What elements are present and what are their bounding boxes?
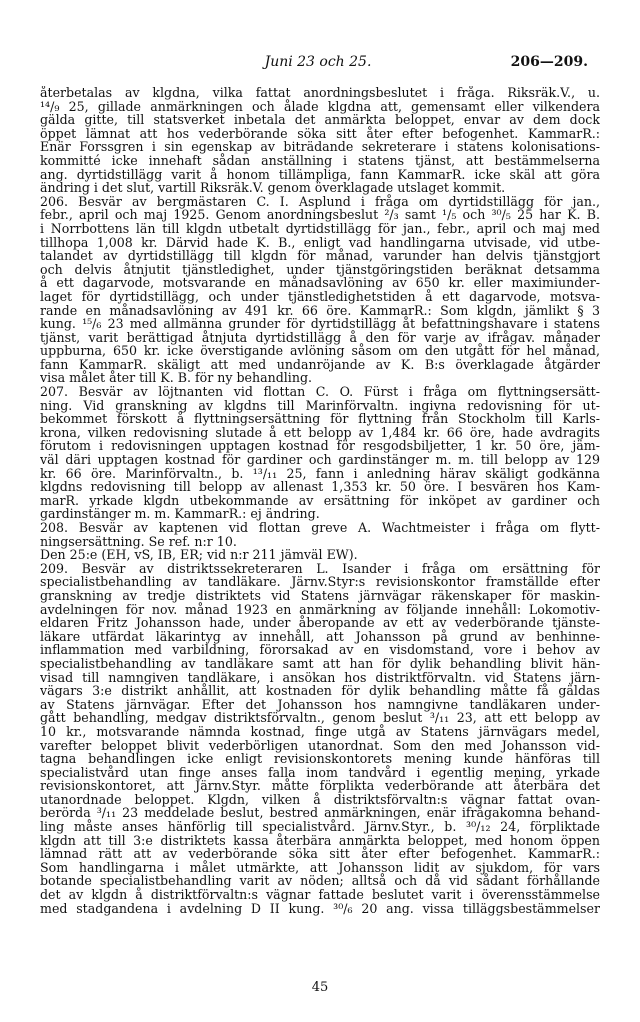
text-line: i Norrbottens län till klgdn utbetalt dyrtidstillägg för jan., febr., april och maj med: [40, 220, 600, 236]
text-line: revisionskontoret, att Järnv.Styr. måtte förplikta vederbörande att återbära det: [40, 778, 600, 794]
text-line: utanordnade beloppet. Klgdn, vilken å distriktsförvaltn:s vägnar fattat ovan-: [40, 791, 600, 807]
text-line: fann KammarR. skäligt att med undanröjande av K. B:s överklagade åtgärder: [40, 356, 600, 372]
text-line: å ett dagarvode, motsvarande en månadsavlöning av 650 kr. eller maximiunder-: [40, 275, 600, 291]
text-line: avdelningen för nov. månad 1923 en anmärkning av följande innehåll: Lokomotiv-: [40, 601, 600, 617]
text-line: talandet av dyrtidstillägg till klgdn för månad, varunder han delvis tjänstgjort: [40, 248, 600, 264]
text-line: öppet lämnat att hos vederbörande söka sitt åter efter befogenhet. KammarR.:: [40, 125, 600, 141]
text-line: inflammation med varbildning, förorsakad av en visdomstand, vore i behov av: [40, 642, 600, 658]
body-text: [40, 86, 600, 956]
text-line: specialistbehandling av tandläkare samt att han för dylik behandling blivit hän-: [40, 655, 600, 671]
running-head: Juni 23 och 25.: [264, 54, 372, 70]
text-line: visa målet åter till K. B. för ny behandling.: [40, 370, 313, 386]
text-line: granskning av tredje distriktets vid Statens järnvägar räkenskaper för maskin-: [40, 587, 600, 603]
text-line: krona, vilken redovisning slutade å ett belopp av 1,484 kr. 66 öre, hade avdragits: [40, 424, 600, 440]
text-line: tillhopa 1,008 kr. Därvid hade K. B., enligt vad handlingarna utvisade, vid utbe-: [40, 234, 600, 250]
text-line: väl däri upptagen kostnad för gardiner och gardinstänger m. m. till belopp av 129: [40, 452, 600, 468]
text-line: uppburna, 650 kr. icke överstigande avlöning såsom om den utgått för hel månad,: [40, 343, 600, 359]
text-line: specialistvård utan finge anses falla inom tandvård i egentlig mening, yrkade: [40, 764, 600, 780]
text-line: tagna behandlingen icke enligt revisionskontorets mening kunde hänföras till: [40, 751, 600, 767]
text-line: rande en månadsavlöning av 491 kr. 66 öre. KammarR.: Som klgdn, jämlikt § 3: [40, 302, 600, 318]
text-line: och delvis åtnjutit tjänstledighet, under tjänstgöringstiden beräknat detsamma: [40, 261, 600, 277]
text-line: läkare utfärdat läkarintyg av innehåll, att Johansson på grund av benhinne-: [40, 628, 600, 644]
text-line: 207. Besvär av löjtnanten vid flottan C. O. Fürst i fråga om flyttningsersätt-: [40, 384, 600, 400]
text-line: 10 kr., motsvarande nämnda kostnad, finge utgå av Statens järnvägars medel,: [40, 723, 600, 739]
text-line: 206. Besvär av bergmästaren C. I. Asplund i fråga om dyrtidstillägg för jan.,: [40, 193, 600, 209]
text-line: ningsersättning. Se ref. n:r 10.: [40, 533, 237, 549]
text-line: Den 25:e (EH, vS, IB, ER; vid n:r 211 jämväl EW).: [40, 547, 358, 563]
text-line: kung. ¹⁵/₆ 23 med allmänna grunder för dyrtidstillägg åt befattningshavare i statens: [40, 316, 600, 332]
text-line: av Statens järnvägar. Efter det Johansson hos namngivne tandläkaren under-: [40, 696, 600, 712]
text-line: kr. 66 öre. Marinförvaltn., b. ¹³/₁₁ 25, fann i anledning härav skäligt godkänna: [40, 465, 600, 481]
text-line: vägars 3:e distrikt anhållit, att kostnaden för dylik behandling måtte få gäldas: [40, 683, 600, 699]
text-line: ling måste anses hänförlig till specialistvård. Järnv.Styr., b. ³⁰/₁₂ 24, förpliktade: [40, 819, 600, 835]
text-line: marR. yrkade klgdn utbekommande av ersättning för inköpet av gardiner och: [40, 492, 600, 508]
text-line: febr., april och maj 1925. Genom anordningsbeslut ²/₃ samt ¹/₅ och ³⁰/₅ 25 har K. B.: [40, 207, 600, 223]
text-line: det av klgdn å distriktförvaltn:s vägnar fattade beslutet varit i överensstämmelse: [40, 887, 600, 903]
text-line: eldaren Fritz Johansson hade, under åberopande av ett av vederbörande tjänste-: [40, 615, 600, 631]
text-line: visad till namngiven tandläkare, i ansökan hos distriktförvaltn. vid Statens järn-: [40, 669, 600, 685]
text-line: ning. Vid granskning av klgdns till Marinförvaltn. ingivna redovisning för ut-: [40, 397, 600, 413]
text-line: klgdn att till 3:e distriktets kassa återbära anmärkta beloppet, med honom öppen: [40, 832, 600, 848]
text-line: klgdns redovisning till belopp av allenast 1,353 kr. 50 öre. I besvären hos Kam-: [40, 479, 600, 495]
text-line: gardinstänger m. m. KammarR.: ej ändring.: [40, 506, 320, 522]
text-line: berörda ³/₁₁ 23 meddelade beslut, bestred anmärkningen, enär ifrågakomna behand-: [40, 805, 600, 821]
text-line: gälda gitte, till statsverket inbetala det anmärkta beloppet, envar av dem dock: [40, 112, 600, 128]
text-line: Enär Forssgren i sin egenskap av biträdande sekreterare i statens kolonisations-: [40, 139, 600, 155]
text-line: ang. dyrtidstillägg varit å honom tillämpliga, fann KammarR. icke skäl att göra: [40, 166, 600, 182]
text-line: ¹⁴/₉ 25, gillade anmärkningen och ålade klgdna att, gemensamt eller vilkendera: [40, 98, 600, 114]
text-line: 208. Besvär av kaptenen vid flottan greve A. Wachtmeister i fråga om flytt-: [40, 520, 600, 535]
text-line: laget för dyrtidstillägg, och under tjänstledighetstiden å ett dagarvode, motsva-: [40, 288, 600, 304]
text-line: tjänst, varit berättigad åtnjuta dyrtidstillägg å den för varje av ifrågav. månader: [40, 329, 600, 345]
page-header: [48, 54, 588, 74]
text-line: återbetalas av klgdna, vilka fattat anordningsbeslutet i fråga. Riksräk.V., u.: [40, 86, 600, 100]
page-number: 45: [311, 980, 329, 995]
text-line: förutom i redovisningen upptagen kostnad för resgodsbiljetter, 1 kr. 50 öre, jäm-: [40, 438, 600, 454]
text-line: med stadgandena i avdelning D II kung. ³⁰/₆ 20 ang. vissa tilläggsbestämmelser: [40, 900, 600, 916]
text-line: gått behandling, medgav distriktsförvaltn., genom beslut ³/₁₁ 23, att ett belopp av: [40, 710, 600, 726]
text-line: botande specialistbehandling varit av nöden; alltså och då vid sådant förhållande: [40, 873, 600, 889]
section-range: 206—209.: [510, 54, 588, 70]
text-line: kommitté icke innehaft sådan anställning i statens tjänst, att bestämmelserna: [40, 152, 600, 168]
text-line: varefter beloppet blivit vederbörligen utanordnat. Som den med Johansson vid-: [40, 737, 600, 753]
text-line: bekommet förskott å flyttningsersättning för flyttning från Stockholm till Karls-: [40, 411, 600, 427]
text-line: ändring i det slut, vartill Riksräk.V. genom överklagade utslaget kommit.: [40, 180, 506, 196]
text-line: Som handlingarna i målet utmärkte, att Johansson lidit av sjukdom, för vars: [40, 859, 600, 875]
text-line: specialistbehandling av tandläkare. Järnv.Styr:s revisionskontor framställde efter: [40, 574, 600, 590]
text-line: 209. Besvär av distriktssekreteraren L. Isander i fråga om ersättning för: [40, 560, 600, 576]
text-line: lämnad rätt att av vederbörande söka sitt åter efter befogenhet. KammarR.:: [40, 846, 600, 862]
